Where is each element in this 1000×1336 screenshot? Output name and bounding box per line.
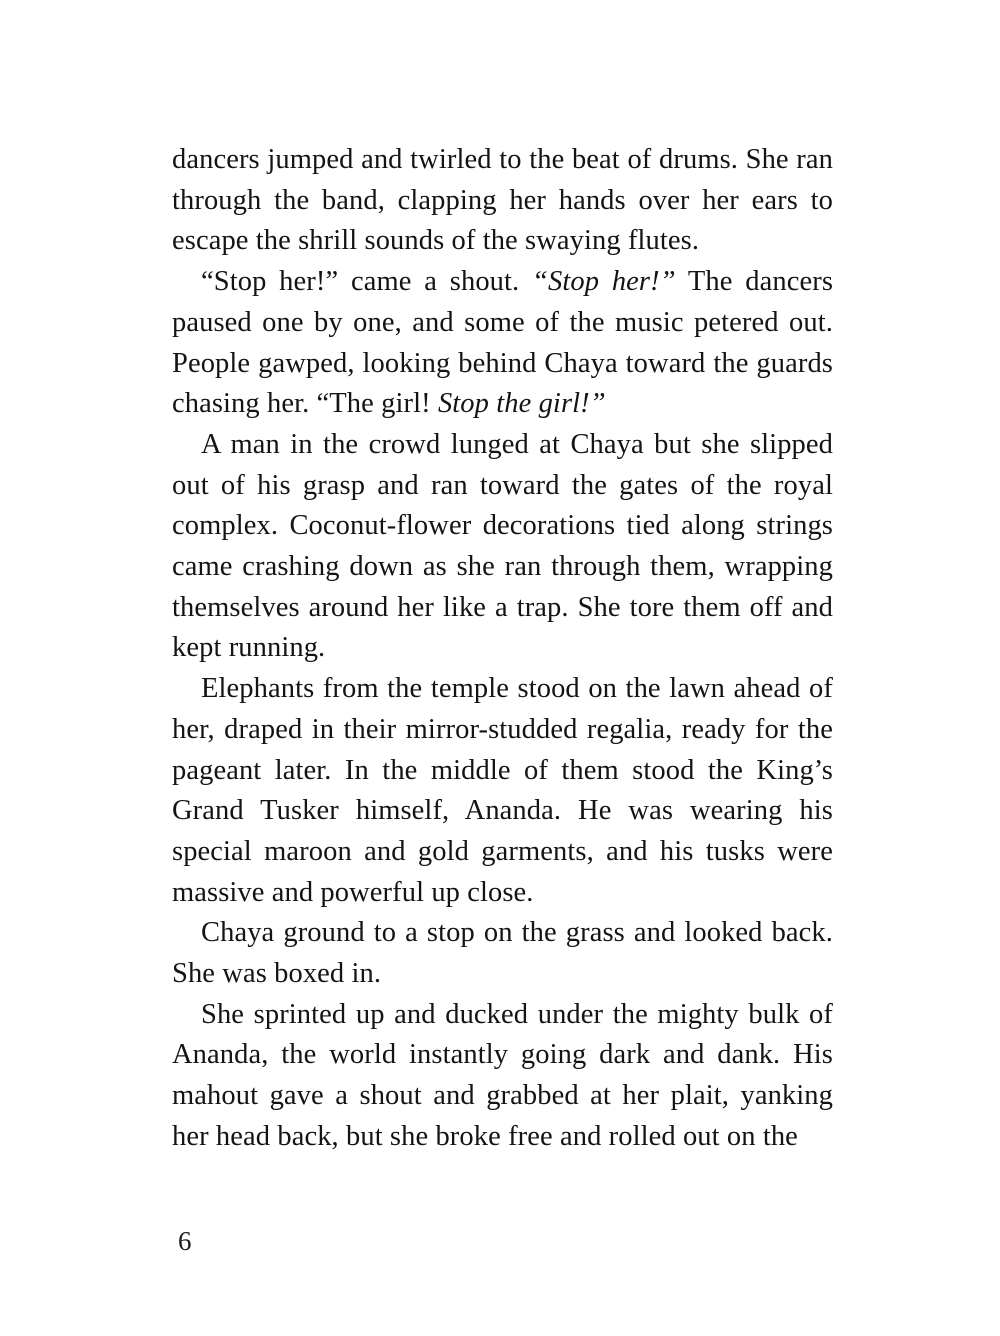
italic-text-run: Stop the girl!” (437, 388, 606, 420)
text-run: “Stop her!” came a shout. (201, 266, 533, 298)
paragraph (172, 669, 833, 913)
page-number: 6 (178, 1226, 192, 1256)
paragraph (172, 425, 833, 669)
text-run: The dancers paused one by one, and some of the music petered out. People gawped, looking behind Chaya toward the guards chasing her. “The girl! (172, 266, 834, 420)
text-run: dancers jumped and twirled to the beat of drums. She ran through the band, clapping her hands over her ears to escape the shrill sounds of the swaying flutes. (172, 144, 833, 257)
paragraph (172, 995, 833, 1158)
text-run: She sprinted up and ducked under the mighty bulk of Ananda, the world instantly going dark and dank. His mahout gave a shout and grabbed at her plait, yanking her head back, but she broke free and rolled out on the (172, 998, 833, 1152)
text-run: Elephants from the temple stood on the lawn ahead of her, draped in their mirror-studded regalia, ready for the pageant later. In the middle of them stood the King’s Grand Tusker himself, Ananda. He was wearing his special maroon and gold garments, and his tusks were massive and powerful up close. (172, 673, 833, 908)
text-block (172, 140, 833, 1158)
italic-text-run: “Stop her!” (532, 266, 676, 298)
paragraph (172, 140, 833, 262)
text-run: A man in the crowd lunged at Chaya but she slipped out of his grasp and ran toward the gates of the royal complex. Coconut-flower decorations tied along strings came crashing down as she ran through them, wrapping themselves around her like a trap. She tore them off and kept running. (172, 428, 833, 664)
paragraph (172, 262, 833, 425)
paragraph (172, 913, 833, 994)
text-run: Chaya ground to a stop on the grass and looked back. She was boxed in. (172, 917, 833, 990)
